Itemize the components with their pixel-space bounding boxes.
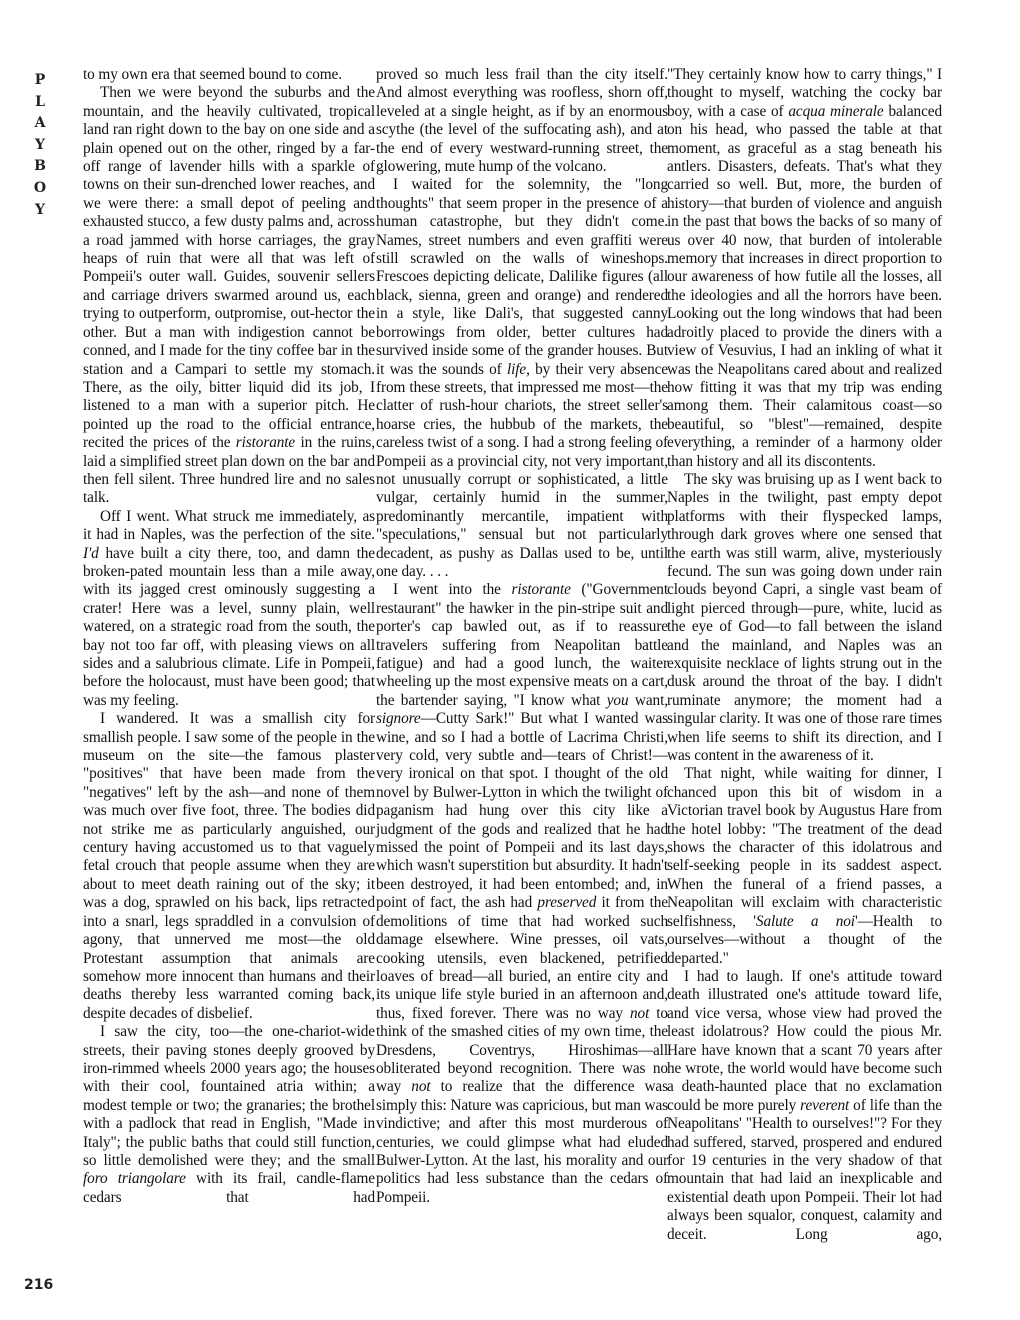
italic-phrase: you	[606, 691, 629, 709]
article-paragraph: That night, while waiting for dinner, I chanced upon this bit of wisdom in a Victorian travel book by Augustus Hare from the hotel lobby: "The treatment of the dead shows the character of this idolatrous and self-seeking people in its saddest aspect. When the funeral of a friend passes, a Neapolitan will exclaim with characteristic selfishness, 'Salute a noi'—Health to ourselves—without a thought of the departed."	[667, 765, 942, 967]
article-paragraph: I wandered. It was a smallish city for smallish people. I saw some of the people in the museum on the site—the famous plaster "positives" that have been made from the "negatives" left by the ash—and none of them was much over five foot, three. The bodies did not strike me as particularly anguished, our century having accustomed us to that vaguely fetal crouch that people assume when they are about to meet death raining out of the sky; it was a dog, sprawled on his back, lips retracted into a snarl, legs spraddled in a convulsion of agony, that unnerved me most—the old Protestant assumption that animals are somehow more innocent than humans and their deaths thereby less warranted coming back, despite decades of disbelief.	[83, 710, 375, 1022]
masthead-letter: P	[34, 72, 46, 88]
italic-phrase: not	[630, 1004, 650, 1022]
article-paragraph: Then we were beyond the suburbs and the mountain, and the heavily cultivated, tropical land ran right down to the bay on one side and a plain opened out on the other, ringed by a far-off range of lavender hills with a sparkle of towns on their sun-drenched lower reaches, and we were there: a small depot of peeling and exhausted stucco, a few dusty palms and, across a road jammed with horse carriages, the gray heaps of ruin that were all that was left of Pompeii's outer wall. Guides, souvenir sellers and carriage drivers swarmed around us, each trying to outperform, outpromise, out-hector the other. But a man with indigestion cannot be conned, and I made for the tiny coffee bar in the station and a Campari to settle my stomach. There, as the oily, bitter liquid did its job, I listened to a man with a superior pitch. He pointed up the road to the official entrance, recited the prices of the ristorante in the ruins, laid a simplified street plan down on the bar and then fell silent. Three hundred lire and no sales talk.	[83, 84, 376, 507]
italic-phrase: foro triangolare	[83, 1170, 186, 1188]
article-paragraph: Off I went. What struck me immediately, as it had in Naples, was the perfection of the site. I'd have built a city there, too, and damn the broken-pated mountain less than a mile away, with its jagged crest ominously suggesting a crater! Here was a level, sunny plain, well watered, on a strategic road from the south, the bay not too far off, with pleasing views on all sides and a salubrious climate. Life in Pompeii, before the holocaust, must have been good; that was my feeling.	[83, 507, 375, 709]
article-paragraph: I had to laugh. If one's attitude toward death illustrated one's attitude toward life, and vice versa, whose view had proved the least idolatrous? How could the pious Mr. Hare have known that a scant 70 years after he wrote, the world would have become such a death-haunted place that no exclamation could be more purely reverent of life than the Neapolitans' "Health to ourselves!"? For they had suffered, starved, prospered and endured for 19 centuries in the very shadow of that mountain that had laid an inexplicable and existential death upon Pompeii. Their lot had always been squalor, conquest, calamity and deceit. Long ago,	[667, 967, 942, 1243]
masthead-letter: A	[34, 115, 46, 132]
article-paragraph: I saw the city, too—the one-chariot-wide streets, their paving stones deeply grooved by iron-rimmed wheels 2000 years ago; the houses with their cool, fountained atria within; a modest temple or two; the granaries; the brothel with a padlock that read in English, "Made in Italy"; the public baths that could still function, so little demolished were they; and the small foro triangolare with its frail, candle-flame cedars that had	[83, 1023, 375, 1206]
masthead-letter: Y	[35, 136, 45, 153]
article-paragraph: to my own era that seemed bound to come.	[83, 66, 342, 83]
text-column-2	[376, 66, 668, 1207]
masthead-letter: L	[35, 93, 45, 110]
italic-phrase: signore	[376, 710, 421, 728]
article-paragraph: The sky was bruising up as I went back to Naples in the twilight, past empty depot platforms with their flyspecked lamps, through dark groves where one sensed that the earth was still warm, alive, mysteriously fecund. The sun was going down under rain clouds beyond Capri, a single vast beam of light pierced through—pure, white, lucid as the eye of God—to fall between the island and the mainland, and Naples was an exquisite necklace of lights strung out in the dusk around the throat of the bay. I didn't ruminate anymore; the moment had a singular clarity. It was one of those rare times when life seems to shift its direction, and I was content in the awareness of it.	[667, 470, 942, 765]
italic-phrase: not	[411, 1078, 431, 1096]
masthead-letter: Y	[35, 201, 45, 218]
article-paragraph: "They certainly know how to carry things," I thought to myself, watching the cocky bar boy, with a case of acqua minerale balanced on his head, who passed the table at that moment, as graceful as a stag beneath his antlers. Disasters, defeats. That's what they carried so well. But, more, the burden of history—that burden of violence and anguish in the past that bows the backs of so many of us over 40 now, that burden of intolerable memory that increases in direct proportion to our awareness of how futile all the losses, all the ideologies and all the horrors have been. Looking out the long windows that had been adroitly placed to provide the diners with a view of Vesuvius, I had an inkling of what it was the Neapolitans cared about and realized how fitting it was that my trip was ending among them. Their calamitous coast—so beautiful, so "blest"—remained, despite everything, a reminder of a harmony older than history and all its discontents.	[667, 66, 943, 470]
article-paragraph: proved so much less frail than the city itself. And almost everything was roofless, shorn off, leveled at a single height, as if by an enormous scythe (the level of the suffocating ash), and at the end of every westward-running street, the glowering, mute hump of the volcano.	[376, 66, 668, 176]
article-paragraph: I waited for the solemnity, the "long thoughts" that seem proper in the presence of a human catastrophe, but they didn't come. Names, street numbers and even graffiti were still scrawled on the walls of wineshops. Frescoes depicting delicate, Dalilike figures (all black, sienna, green and orange) and rendered in a style, like Dali's, that suggested canny borrowings from older, better cultures had survived inside some of the grander houses. But it was the sounds of life, by their very absence from these streets, that impressed me most—the clatter of rush-hour chariots, the street seller's hoarse cries, the hubbub of the markets, the careless twist of a song. I had a strong feeling of Pompeii as a provincial city, not very important, not unusually corrupt or sophisticated, a little vulgar, certainly humid in the summer, predominantly mercantile, impatient with "speculations," sensual but not particularly decadent, as pushy as Dallas used to be, until one day. . . .	[376, 176, 668, 580]
italic-phrase: preserved	[537, 894, 597, 912]
text-column-1	[83, 66, 375, 1207]
page-number: 216	[24, 1277, 54, 1293]
italic-phrase: life	[506, 360, 527, 378]
text-column-3	[667, 66, 942, 1244]
masthead-letter: O	[33, 179, 47, 196]
masthead-letter: B	[34, 158, 46, 175]
italic-phrase: ristorante	[235, 434, 296, 452]
italic-phrase: ristorante	[511, 581, 571, 599]
magazine-masthead	[30, 70, 50, 221]
article-paragraph: I went into the ristorante ("Government restaurant" the hawker in the pin-stripe suit and porter's cap bawled out, as if to reassure travelers suffering from Neapolitan battle fatigue) and had a good lunch, the waiter wheeling up the most expensive meats on a cart, the bartender saying, "I know what you want, signore—Cutty Sark!" But what I wanted was wine, and so I had a bottle of Lacrima Christi, very cold, very subtle and—tears of Christ!—very ironical on that spot. I thought of the old novel by Bulwer-Lytton in which the twilight of paganism had hung over this city like a judgment of the gods and realized that he had missed the point of Pompeii and its last days, which wasn't superstition but absurdity. It hadn't been destroyed, it had been entombed; and, in point of fact, the ash had preserved it from the demolitions of time that had worked such damage elsewhere. Wine presses, oil vats, cooking utensils, even blackened, petrified loaves of bread—all buried, an entire city and its unique life style buried in an afternoon and, thus, fixed forever. There was no way not to think of the smashed cities of my own time, the Dresdens, Coventrys, Hiroshimas—all obliterated beyond recognition. There was no way not to realize that the difference was simply this: Nature was capricious, but man was vindictive; and after this most murderous of centuries, we could glimpse what had eluded Bulwer-Lytton. At the last, his morality and our politics had less substance than the cedars of Pompeii.	[376, 581, 668, 1206]
italic-phrase: I'd	[83, 544, 99, 562]
italic-phrase: reverent	[800, 1096, 850, 1114]
italic-phrase: Salute a noi	[755, 912, 855, 930]
italic-phrase: acqua minerale	[788, 102, 884, 120]
